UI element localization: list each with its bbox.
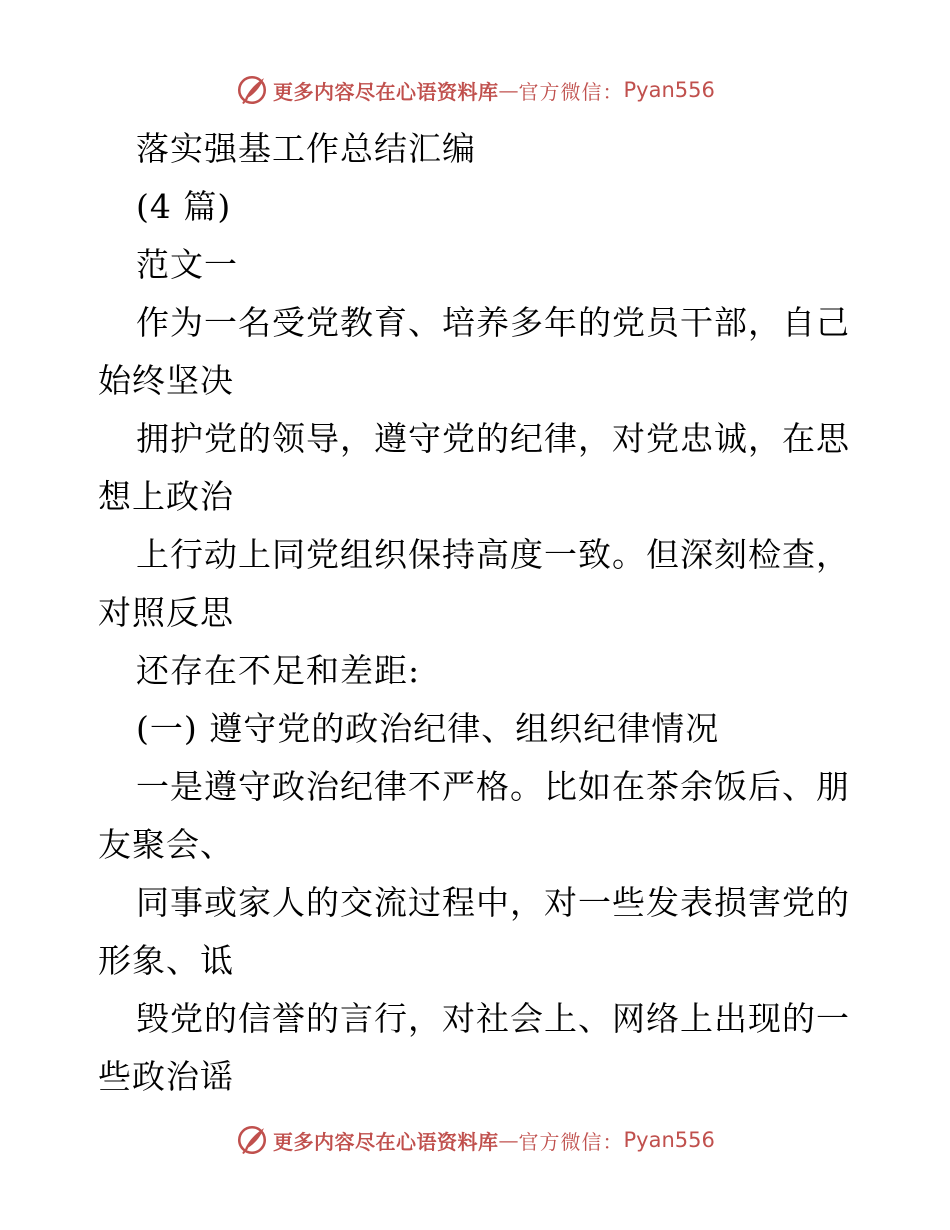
header-banner [235,72,755,108]
banner-wechat-label: 官方微信： [518,79,624,104]
quill-pen-logo-icon [235,1123,269,1157]
section-heading: 范文一 [136,245,238,284]
body-paragraph: 毁党的信誉的言行，对社会上、网络上出现的一些政治谣 [98,999,850,1096]
body-paragraph: 一是遵守政治纪律不严格。比如在茶余饭后、朋友聚会、 [98,767,850,864]
footer-banner [235,1122,755,1158]
banner-separator: — [498,78,519,102]
banner-separator: — [498,1128,519,1152]
document-title: 落实强基工作总结汇编 [136,129,476,168]
document-subtitle: (4 篇) [136,187,232,226]
body-paragraph: 上行动上同党组织保持高度一致。但深刻检查，对照反思 [98,535,850,632]
body-paragraph: 作为一名受党教育、培养多年的党员干部，自己始终坚决 [98,303,850,400]
banner-wechat-label: 官方微信： [518,1129,624,1154]
body-paragraph: 拥护党的领导，遵守党的纪律，对党忠诚，在思想上政治 [98,419,850,516]
banner-brand: 更多内容尽在心语资料库 [273,79,499,104]
banner-wechat-id: Pyan556 [623,1128,715,1152]
banner-brand: 更多内容尽在心语资料库 [273,1129,499,1154]
document-body [98,120,853,1106]
body-paragraph: 还存在不足和差距: [136,651,421,690]
quill-pen-logo-icon [235,73,269,107]
banner-wechat-id: Pyan556 [623,78,715,102]
body-paragraph: 同事或家人的交流过程中，对一些发表损害党的形象、诋 [98,883,850,980]
subsection-heading: (一) 遵守党的政治纪律、组织纪律情况 [136,709,720,748]
